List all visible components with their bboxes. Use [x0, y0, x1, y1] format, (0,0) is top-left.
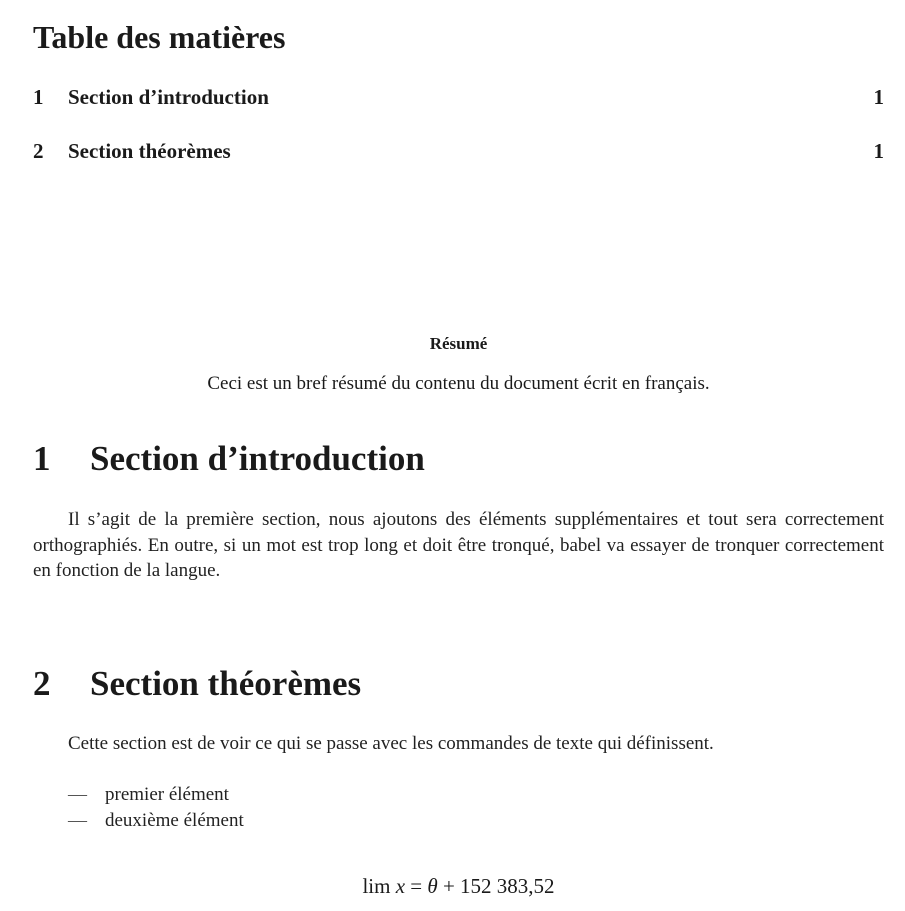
dash-bullet-icon: — [68, 784, 87, 805]
section-heading [33, 438, 425, 480]
equation-number: 152 383,52 [460, 874, 555, 898]
toc-entry-page: 1 [873, 85, 884, 109]
list-item [68, 808, 244, 834]
toc-entry-label: Section d’introduction [68, 85, 269, 109]
equation [33, 873, 884, 899]
section-heading [33, 663, 361, 705]
equation-variable: x [395, 874, 406, 898]
section-number: 2 [33, 664, 51, 703]
toc-entry-number: 2 [33, 139, 44, 163]
toc-entry-label: Section théorèmes [68, 139, 231, 163]
equation-lim: lim [362, 874, 391, 898]
list-item-text: deuxième élément [105, 809, 244, 831]
section-title: Section d’introduction [90, 439, 425, 478]
toc-title: Table des matières [33, 19, 286, 55]
equation-plus: + [442, 874, 455, 898]
section-number: 1 [33, 439, 51, 478]
section-paragraph: Cette section est de voir ce qui se passe avec les commandes de texte qui définissent. [68, 733, 714, 754]
abstract-text: Ceci est un bref résumé du contenu du document écrit en français. [207, 373, 710, 394]
equation-theta: θ [427, 874, 438, 898]
equation-equals: = [410, 874, 423, 898]
list-item-text: premier élément [105, 784, 229, 805]
abstract-title: Résumé [429, 334, 488, 353]
toc-entry-label-group [33, 138, 231, 164]
dash-bullet-icon: — [68, 809, 87, 831]
toc-entry-page: 1 [873, 139, 884, 163]
toc-entry[interactable] [33, 138, 884, 164]
list-item [68, 782, 244, 808]
toc-entry-label-group [33, 84, 269, 110]
toc-entry[interactable] [33, 84, 884, 110]
section-paragraph: Il s’agit de la première section, nous ajoutons des éléments supplémentaires et tout sera correctement orthographiés. En outre, si un mot est trop long et doit être tronqué, babel va essayer de tronquer correctement en fonction de la langue. [33, 509, 884, 581]
section-title: Section théorèmes [90, 664, 362, 703]
item-list [68, 782, 244, 833]
toc-entry-number: 1 [33, 85, 44, 109]
